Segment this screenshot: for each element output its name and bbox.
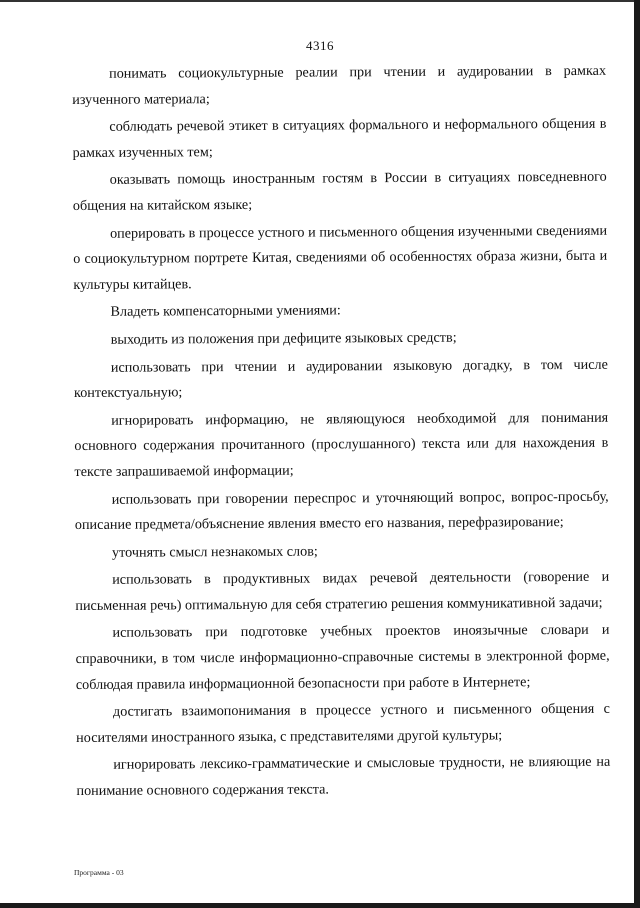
document-body — [72, 59, 611, 807]
paragraph: соблюдать речевой этикет в ситуациях формального и неформального общения в рамках изученных тем; — [72, 115, 607, 161]
paragraph: оказывать помощь иностранным гостям в России в ситуациях повседневного общения на китайском языке; — [72, 169, 607, 214]
paragraph: выходить из положения при дефиците языковых средств; — [110, 329, 457, 348]
paragraph: Владеть компенсаторными умениями: — [110, 302, 341, 321]
paragraph: уточнять смысл незнакомых слов; — [111, 543, 318, 561]
paragraph: оперировать в процессе устного и письменного общения изученными сведениями о социокультурном портрете Китая, сведениями об особенностях образа жизни, быта и культуры китайцев. — [73, 222, 608, 293]
scan-edge-bottom — [0, 903, 640, 908]
scan-edge-top — [0, 0, 640, 2]
paragraph: понимать социокультурные реалии при чтении и аудировании в рамках изученного материала; — [72, 62, 607, 108]
footer-label: Программа - 03 — [74, 868, 124, 877]
paragraph: достигать взаимопонимания в процессе устного и письменного общения с носителями иностранного языка, с представителями другой культуры; — [76, 700, 611, 746]
paragraph: игнорировать информацию, не являющуюся необходимой для понимания основного содержания прочитанного (прослушанного) текста или для нахождения в тексте запрашиваемой информации; — [74, 409, 609, 480]
paragraph: игнорировать лексико-грамматические и смысловые трудности, не влияющие на понимание основного содержания текста. — [76, 754, 611, 800]
page-number: 4316 — [306, 38, 334, 53]
paragraph: использовать при говорении переспрос и уточняющий вопрос, вопрос-просьбу, описание предмета/объяснение явления вместо его названия, перефразирование; — [74, 488, 609, 534]
paragraph: использовать в продуктивных видах речевой деятельности (говорение и письменная речь) оптимальную для себя стратегию решения коммуникативной задачи; — [75, 569, 610, 614]
paragraph: использовать при подготовке учебных проектов иноязычные словари и справочники, в том числе информационно-справочные системы в электронной форме, соблюдая правила информационной безопасности при работе в Интернете; — [75, 622, 610, 693]
scan-edge-right — [634, 0, 640, 908]
paragraph: использовать при чтении и аудировании языковую догадку, в том числе контекстуальную; — [73, 356, 608, 402]
